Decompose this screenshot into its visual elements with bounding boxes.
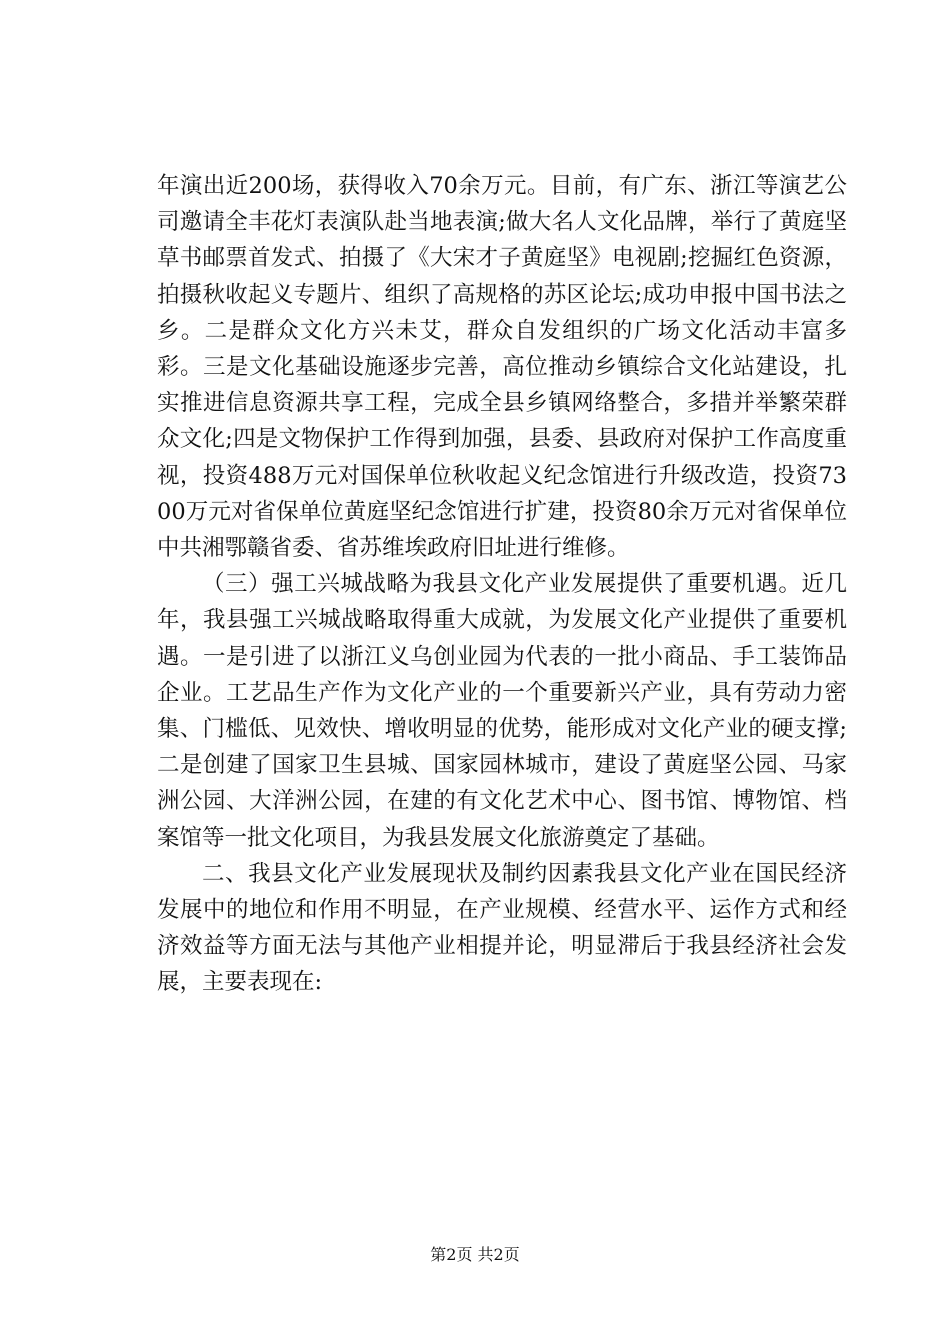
paragraph-continuation: 年演出近200场，获得收入70余万元。目前，有广东、浙江等演艺公司邀请全丰花灯表演队赴当地表演;做大名人文化品牌，举行了黄庭坚草书邮票首发式、拍摄了《大宋才子黄庭坚》电视剧;挖掘红色资源，拍摄秋收起义专题片、组织了高规格的苏区论坛;成功申报中国书法之乡。二是群众文化方兴未艾，群众自发组织的广场文化活动丰富多彩。三是文化基础设施逐步完善，高位推动乡镇综合文化站建设，扎实推进信息资源共享工程，完成全县乡镇网络整合，多措并举繁荣群众文化;四是文物保护工作得到加强，县委、县政府对保护工作高度重视，投资488万元对国保单位秋收起义纪念馆进行升级改造，投资7300万元对省保单位黄庭坚纪念馆进行扩建，投资80余万元对省保单位中共湘鄂赣省委、省苏维埃政府旧址进行维修。 xyxy=(157,173,847,562)
paragraph-section-two-heading: 二、我县文化产业发展现状及制约因素我县文化产业在国民经济发展中的地位和作用不明显，在产业规模、经营水平、运作方式和经济效益等方面无法与其他产业相提并论，明显滞后于我县经济社会发展，主要表现在: xyxy=(157,860,847,996)
paragraph-section-three: （三）强工兴城战略为我县文化产业发展提供了重要机遇。近几年，我县强工兴城战略取得重大成就，为发展文化产业提供了重要机遇。一是引进了以浙江义乌创业园为代表的一批小商品、手工装饰品企业。工艺品生产作为文化产业的一个重要新兴产业，具有劳动力密集、门槛低、见效快、增收明显的优势，能形成对文化产业的硬支撑;二是创建了国家卫生县城、国家园林城市，建设了黄庭坚公园、马家洲公园、大洋洲公园，在建的有文化艺术中心、图书馆、博物馆、档案馆等一批文化项目，为我县发展文化旅游奠定了基础。 xyxy=(157,571,847,851)
page-number-footer: 第2页 共2页 xyxy=(430,1245,520,1264)
document-body xyxy=(157,168,847,1001)
